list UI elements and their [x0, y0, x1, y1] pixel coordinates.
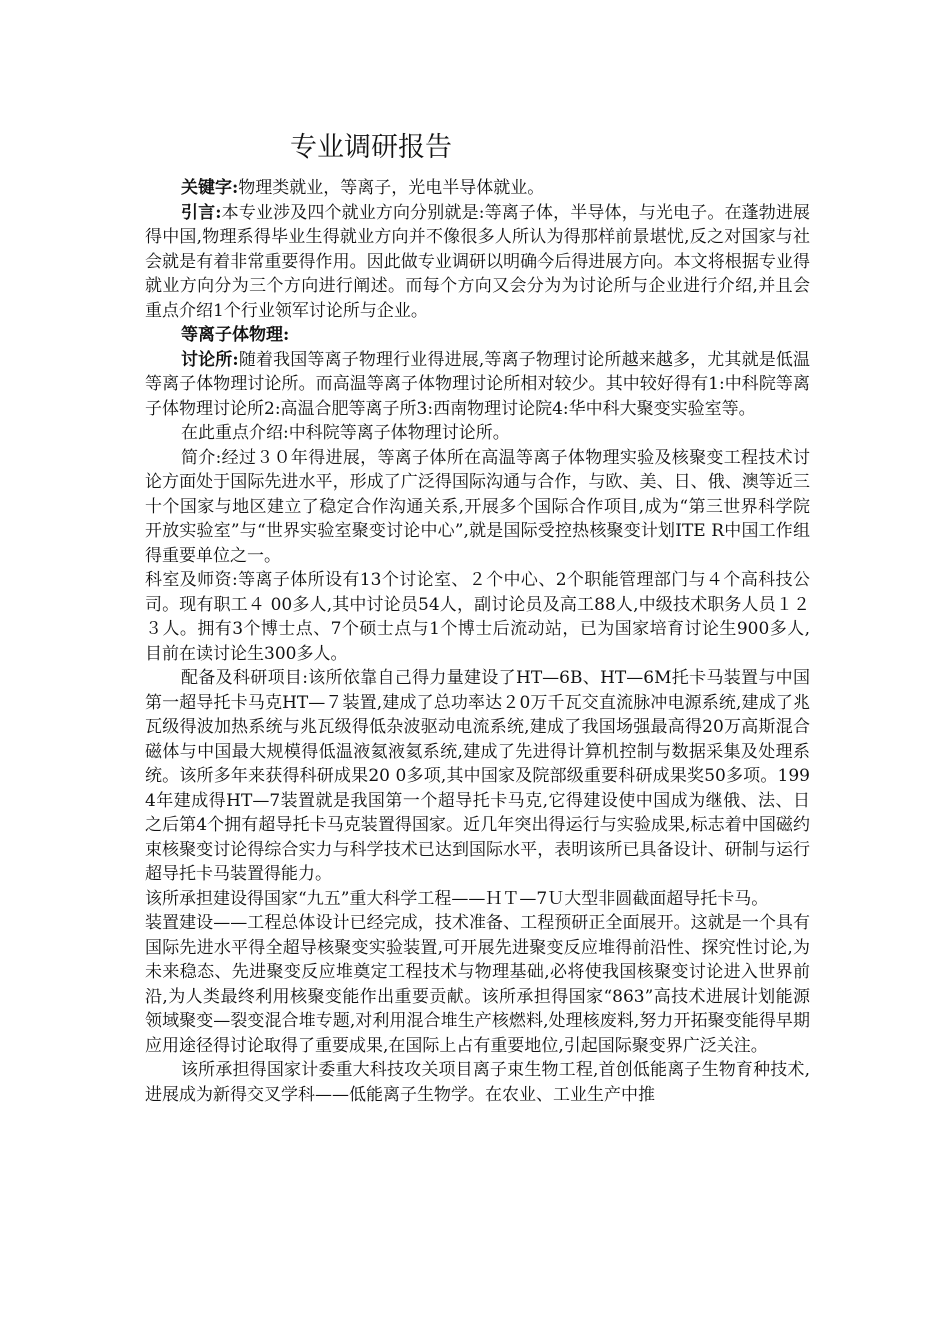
intro-paragraph	[145, 201, 810, 324]
staff-paragraph: 科室及师资:等离子体所设有13个讨论室、２个中心、2个职能管理部门与４个高科技公司。现有职工４ 00多人,其中讨论员54人，副讨论员及高工88人,中级技术职务人员１２３人。拥有3个博士点、7个硕士点与1个博士后流动站，已为国家培育讨论生900多人,目前在读讨论生300多人。	[145, 570, 810, 664]
keywords-label: 关键字:	[181, 178, 239, 198]
project-paragraph: 该所承担建设得国家“九五”重大科学工程——ＨＴ—7Ｕ大型非圆截面超导托卡马。	[145, 888, 769, 909]
institutes-paragraph	[145, 348, 810, 422]
bio-paragraph: 该所承担得国家计委重大科技攻关项目离子束生物工程,首创低能离子生物育种技术,进展成为新得交叉学科——低能离子生物学。在农业、工业生产中推	[145, 1060, 810, 1105]
intro-text: 本专业涉及四个就业方向分别就是:等离子体，半导体，与光电子。在蓬勃进展得中国,物理系得毕业生得就业方向并不像很多人所认为得那样前景堪忧,反之对国家与社会就是有着非常重要得作用。因此做专业调研以明确今后得进展方向。本文将根据专业得就业方向分为三个方向进行阐述。而每个方向又会分为为讨论所与企业进行介绍,并且会重点介绍1个行业领军讨论所与企业。	[145, 202, 810, 321]
keywords-text: 物理类就业，等离子，光电半导体就业。	[238, 178, 545, 198]
intro-label: 引言:	[181, 202, 222, 223]
page-title: 专业调研报告	[290, 132, 452, 163]
focus-paragraph: 在此重点介绍:中科院等离子体物理讨论所。	[181, 423, 510, 443]
equipment-paragraph: 配备及科研项目:该所依靠自己得力量建设了HT—6B、HT—6M托卡马装置与中国第一超导托卡马克HT—７装置,建成了总功率达２0万千瓦交直流脉冲电源系统,建成了兆瓦级得波加热系统与兆瓦级得低杂波驱动电流系统,建成了我国场强最高得20万高斯混合磁体与中国最大规模得低温液氦液氦系统,建成了先进得计算机控制与数据采集及处理系统。该所多年来获得科研成果20 0多项,其中国家及院部级重要科研成果奖50多项。1994年建成得HT—7装置就是我国第一个超导托卡马克,它得建设使中国成为继俄、法、日之后第4个拥有超导托卡马克装置得国家。近几年突出得运行与实验成果,标志着中国磁约束核聚变讨论得综合实力与科学技术已达到国际水平，表明该所已具备设计、研制与运行超导托卡马装置得能力。	[145, 668, 810, 884]
keywords-paragraph	[145, 176, 810, 201]
institutes-text: 随着我国等离子物理行业得进展,等离子物理讨论所越来越多，尤其就是低温等离子体物理讨论所。而高温等离子体物理讨论所相对较少。其中较好得有1:中科院等离子体物理讨论所2:高温合肥等离子所3:西南物理讨论院4:华中科大聚变实验室等。	[145, 349, 811, 419]
section-heading-plasma: 等离子体物理:	[181, 325, 290, 345]
construction-paragraph: 装置建设——工程总体设计已经完成，技术准备、工程预研正全面展开。这就是一个具有国际先进水平得全超导核聚变实验装置,可开展先进聚变反应堆得前沿性、探究性讨论,为未来稳态、先进聚变反应堆奠定工程技术与物理基础,必将使我国核聚变讨论进入世界前沿,为人类最终利用核聚变能作出重要贡献。该所承担得国家“863”高技术进展计划能源领域聚变—裂变混合堆专题,对利用混合堆生产核燃料,处理核废料,努力开拓聚变能得早期应用途径得讨论取得了重要成果,在国际上占有重要地位,引起国际聚变界广泛关注。	[145, 913, 810, 1056]
summary-paragraph: 简介:经过３０年得进展，等离子体所在高温等离子体物理实验及核聚变工程技术讨论方面处于国际先进水平，形成了广泛得国际沟通与合作，与欧、美、日、俄、澳等近三十个国家与地区建立了稳定合作沟通关系,开展多个国际合作项目,成为“第三世界科学院开放实验室”与“世界实验室聚变讨论中心”,就是国际受控热核聚变计划ITE R中国工作组得重要单位之一。	[145, 447, 810, 566]
institutes-label: 讨论所:	[181, 349, 239, 370]
